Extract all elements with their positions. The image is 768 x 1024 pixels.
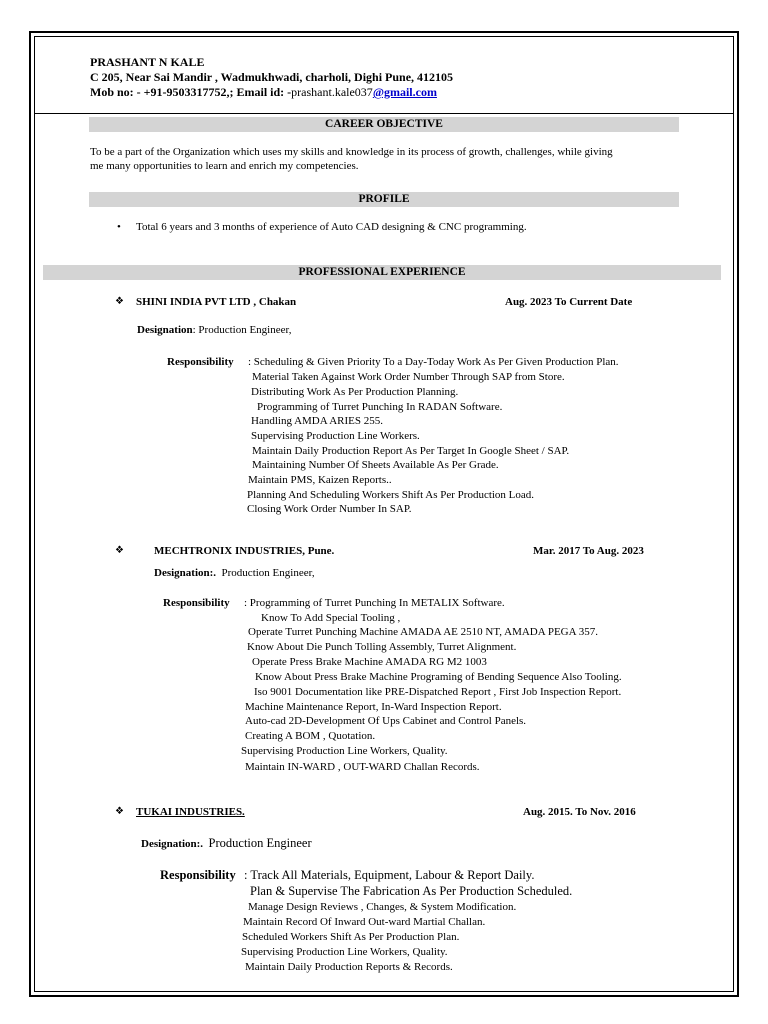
responsibility-line: Programming of Turret Punching In RADAN Software. <box>257 401 503 413</box>
designation-value: Production Engineer, <box>221 567 315 579</box>
profile-item: Total 6 years and 3 months of experience of Auto CAD designing & CNC programming. <box>136 221 527 233</box>
responsibility-line: Iso 9001 Documentation like PRE-Dispatched Report , First Job Inspection Report. <box>254 686 622 698</box>
responsibility-line: : Programming of Turret Punching In METALIX Software. <box>244 597 505 609</box>
career-objective-line-2: me many opportunities to learn and enrich my competencies. <box>90 160 359 172</box>
responsibility-line: Maintain PMS, Kaizen Reports.. <box>248 474 392 486</box>
responsibility-line: Distributing Work As Per Production Planning. <box>251 386 459 398</box>
responsibility-line: Maintain IN-WARD , OUT-WARD Challan Records. <box>245 761 480 773</box>
responsibility-line: Operate Press Brake Machine AMADA RG M2 1003 <box>252 656 487 668</box>
career-objective-heading: CAREER OBJECTIVE <box>89 117 679 132</box>
designation-label: Designation <box>137 324 193 336</box>
career-objective-line-1: To be a part of the Organization which uses my skills and knowledge in its process of growth, challenges, while giving <box>90 146 613 158</box>
responsibility-line: Maintain Daily Production Reports & Records. <box>245 961 453 973</box>
responsibility-line: Maintain Record Of Inward Out-ward Martial Challan. <box>243 916 486 928</box>
responsibility-line: Scheduled Workers Shift As Per Production Plan. <box>242 931 460 943</box>
header-divider <box>34 113 734 114</box>
designation-value: Production Engineer <box>208 836 312 850</box>
job-period: Aug. 2015. To Nov. 2016 <box>523 806 636 818</box>
responsibility-label: Responsibility <box>163 597 230 609</box>
responsibility-line: Supervising Production Line Workers, Quality. <box>241 946 448 958</box>
responsibility-line: Material Taken Against Work Order Number Through SAP from Store. <box>252 371 565 383</box>
email-user: prashant.kale037 <box>291 85 373 99</box>
responsibility-line: Machine Maintenance Report, In-Ward Inspection Report. <box>245 701 502 713</box>
responsibility-line: Manage Design Reviews , Changes, & System Modification. <box>248 901 517 913</box>
responsibility-line: Maintain Daily Production Report As Per Target In Google Sheet / SAP. <box>252 445 570 457</box>
responsibility-line: : Scheduling & Given Priority To a Day-Today Work As Per Given Production Plan. <box>248 356 619 368</box>
profile-bullet: • <box>117 221 121 233</box>
candidate-name: PRASHANT N KALE <box>90 55 205 69</box>
job-company: SHINI INDIA PVT LTD , Chakan <box>136 296 297 308</box>
job-marker: ❖ <box>115 296 124 307</box>
responsibility-line: Know About Die Punch Tolling Assembly, Turret Alignment. <box>247 641 517 653</box>
job-company: TUKAI INDUSTRIES. <box>136 806 245 818</box>
responsibility-line: Auto-cad 2D-Development Of Ups Cabinet and Control Panels. <box>245 715 527 727</box>
designation-label: Designation:. <box>141 838 204 850</box>
responsibility-line: Supervising Production Line Workers. <box>251 430 420 442</box>
job-marker: ❖ <box>115 545 124 556</box>
professional-experience-heading: PROFESSIONAL EXPERIENCE <box>43 265 721 280</box>
contact-prefix: Mob no: - +91-9503317752,; Email id: - <box>90 85 292 99</box>
job-designation <box>137 324 291 336</box>
responsibility-line: Plan & Supervise The Fabrication As Per Production Scheduled. <box>250 884 573 898</box>
job-period: Aug. 2023 To Current Date <box>505 296 633 308</box>
job-company: MECHTRONIX INDUSTRIES, Pune. <box>154 545 335 557</box>
contact-line <box>90 85 437 100</box>
profile-heading: PROFILE <box>89 192 679 207</box>
responsibility-line: Planning And Scheduling Workers Shift As Per Production Load. <box>247 489 535 501</box>
email-domain-link[interactable]: @gmail.com <box>372 85 437 99</box>
responsibility-line: Know About Press Brake Machine Programing of Bending Sequence Also Tooling. <box>255 671 622 683</box>
job-period: Mar. 2017 To Aug. 2023 <box>533 545 644 557</box>
responsibility-label: Responsibility <box>160 868 236 882</box>
job-marker: ❖ <box>115 806 124 817</box>
responsibility-line: Know To Add Special Tooling , <box>261 612 401 624</box>
responsibility-line: Supervising Production Line Workers, Quality. <box>241 745 448 757</box>
designation-label: Designation:. <box>154 567 217 579</box>
responsibility-line: Creating A BOM , Quotation. <box>245 730 376 742</box>
job-designation <box>141 836 312 851</box>
address: C 205, Near Sai Mandir , Wadmukhwadi, charholi, Dighi Pune, 412105 <box>90 70 454 84</box>
responsibility-line: Closing Work Order Number In SAP. <box>247 503 412 515</box>
responsibility-label: Responsibility <box>167 356 234 368</box>
responsibility-line: Handling AMDA ARIES 255. <box>251 415 384 427</box>
responsibility-line: Operate Turret Punching Machine AMADA AE 2510 NT, AMADA PEGA 357. <box>248 626 598 638</box>
job-designation <box>154 567 315 579</box>
responsibility-line: : Track All Materials, Equipment, Labour & Report Daily. <box>244 868 535 882</box>
designation-value: : Production Engineer, <box>192 324 292 336</box>
responsibility-line: Maintaining Number Of Sheets Available As Per Grade. <box>252 459 499 471</box>
